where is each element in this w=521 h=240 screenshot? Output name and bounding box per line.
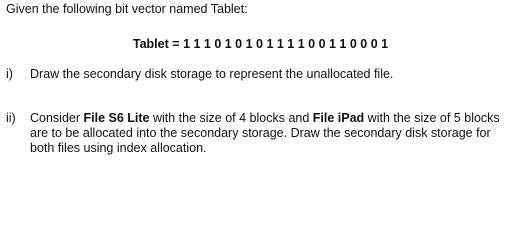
intro-text: Given the following bit vector named Tablet: [6, 2, 248, 16]
bit-vector-bits: 1 1 1 0 1 0 1 0 1 1 1 1 0 0 1 1 0 0 0 1 [183, 37, 389, 51]
bit-vector-label: Tablet [132, 37, 169, 51]
question-text: Draw the secondary disk storage to represent the unallocated file. [30, 67, 394, 81]
question-number: ii) [6, 111, 16, 125]
question-text [30, 111, 516, 156]
file-name-s6-lite: File S6 Lite [83, 111, 150, 125]
bit-vector-line [0, 37, 521, 52]
question-text-part: with the size of 4 blocks and [149, 111, 313, 125]
bit-vector-equals: = [172, 37, 180, 51]
question-text-part: with the size of 5 blocks are to be allocated into the secondary storage. Draw the secondary disk storage for both files using index allocation. [30, 111, 500, 155]
file-name-ipad: File iPad [312, 111, 365, 125]
question-number: i) [6, 67, 13, 81]
question-text-part: Consider [30, 111, 84, 125]
